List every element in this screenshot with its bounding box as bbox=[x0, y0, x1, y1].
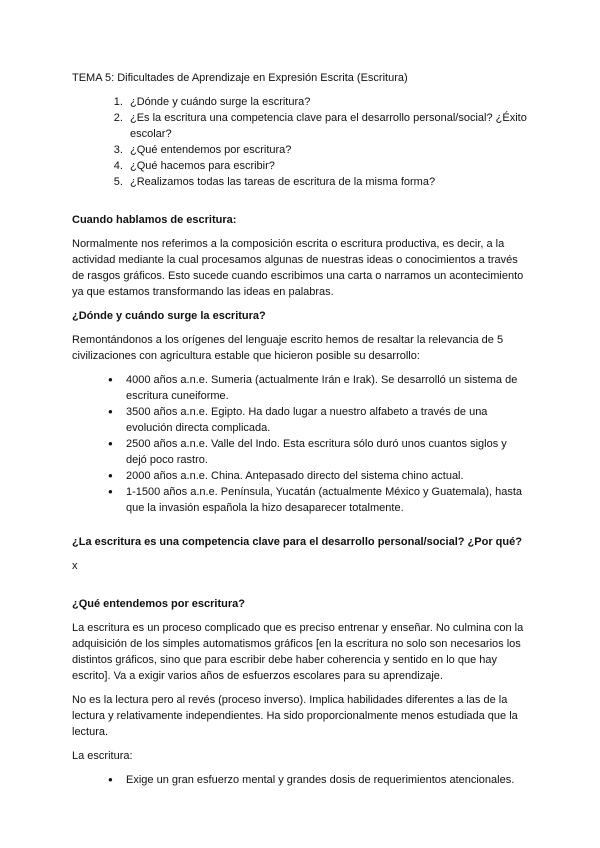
section-label: La escritura: bbox=[72, 750, 133, 762]
section-heading-entendemos: ¿Qué entendemos por escritura? bbox=[72, 598, 245, 610]
section-paragraph: Normalmente nos referimos a la composición escrita o escritura productiva, es decir, a la actividad mediante la cual procesamos algunas de nuestras ideas o conocimientos a través de rasgos gráficos. Esto sucede cuando escribimos una carta o narramos un acontecimiento ya que estamos transformando las ideas en palabras. bbox=[72, 238, 524, 298]
list-item: ● 2000 años a.n.e. China. Antepasado directo del sistema chino actual. bbox=[126, 468, 530, 484]
list-item: ● 4000 años a.n.e. Sumeria (actualmente Irán e Irak). Se desarrolló un sistema de escritura cuneiforme. bbox=[126, 372, 530, 404]
question-item: 4. ¿Qué hacemos para escribir? bbox=[126, 158, 530, 174]
questions-list bbox=[72, 94, 530, 190]
list-item: ● 3500 años a.n.e. Egipto. Ha dado lugar a nuestro alfabeto a través de una evolución directa complicada. bbox=[126, 404, 530, 436]
section-heading-origen: ¿Dónde y cuándo surge la escritura? bbox=[72, 310, 266, 322]
civilizations-list bbox=[72, 372, 530, 516]
list-item: ● 1-1500 años a.n.e. Península, Yucatán (actualmente México y Guatemala), hasta que la invasión española la hizo desaparecer totalmente. bbox=[126, 484, 530, 516]
question-item: 2. ¿Es la escritura una competencia clave para el desarrollo personal/social? ¿Éxito escolar? bbox=[126, 110, 530, 142]
section-heading-competencia: ¿La escritura es una competencia clave para el desarrollo personal/social? ¿Por qué? bbox=[72, 536, 522, 548]
question-item: 1. ¿Dónde y cuándo surge la escritura? bbox=[126, 94, 530, 110]
list-item: ● 2500 años a.n.e. Valle del Indo. Esta escritura sólo duró unos cuantos siglos y dejó poco rastro. bbox=[126, 436, 530, 468]
section-paragraph: No es la lectura pero al revés (proceso inverso). Implica habilidades diferentes a las de la lectura y relativamente independientes. Ha sido proporcionalmente menos estudiada que la lectura. bbox=[72, 694, 518, 738]
section-paragraph: La escritura es un proceso complicado que es preciso entrenar y enseñar. No culmina con la adquisición de los simples automatismos gráficos [en la escritura no solo son necesarios los distintos gráficos, sino que para escribir debe haber coherencia y sentido en lo que hay escrito]. Va a exigir varios años de esfuerzos escolares para su aprendizaje. bbox=[72, 622, 524, 682]
escritura-features-list bbox=[72, 772, 530, 788]
question-item: 5. ¿Realizamos todas las tareas de escritura de la misma forma? bbox=[126, 174, 530, 190]
document-title: TEMA 5: Dificultades de Aprendizaje en Expresión Escrita (Escritura) bbox=[72, 72, 408, 84]
question-item: 3. ¿Qué entendemos por escritura? bbox=[126, 142, 530, 158]
section-placeholder-text: x bbox=[72, 560, 78, 572]
list-item: ● Exige un gran esfuerzo mental y grandes dosis de requerimientos atencionales. bbox=[126, 772, 530, 788]
section-paragraph: Remontándonos a los orígenes del lenguaje escrito hemos de resaltar la relevancia de 5 civilizaciones con agricultura estable que hicieron posible su desarrollo: bbox=[72, 334, 504, 362]
section-heading-escritura: Cuando hablamos de escritura: bbox=[72, 214, 237, 226]
